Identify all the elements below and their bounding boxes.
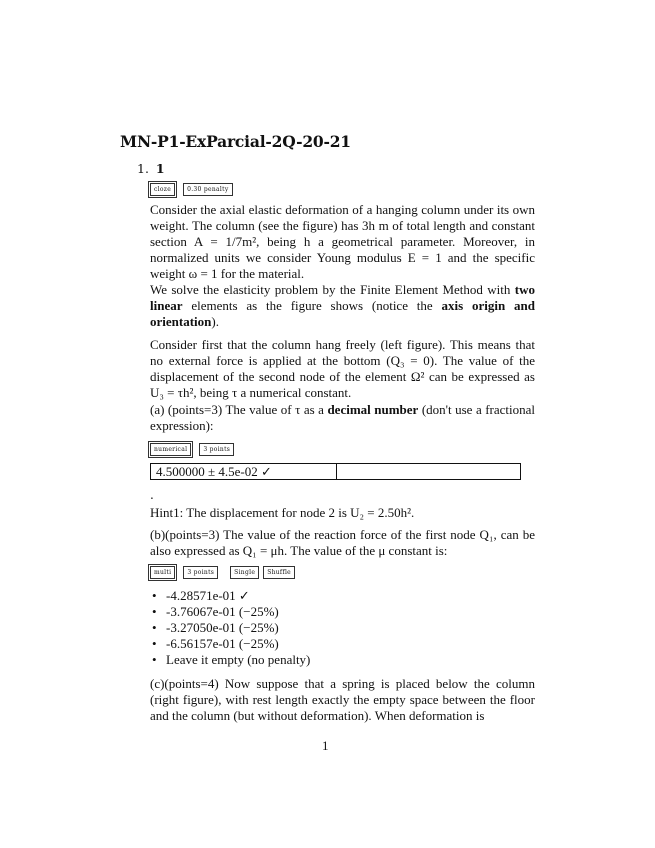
paragraph-method-bold-2: axis origin and orientation [150, 298, 535, 329]
question-number [137, 161, 165, 176]
tag-shuffle: Shuffle [263, 566, 295, 579]
document-title: MN-P1-ExParcial-2Q-20-21 [120, 132, 351, 151]
paragraph-method [150, 282, 535, 330]
option-item: • -3.27050e-01 (−25%) [150, 620, 310, 636]
tag-multi: multi [150, 566, 175, 579]
tag-points-b: 3 points [183, 566, 218, 579]
answer-empty-cell [337, 464, 520, 479]
paragraph-part-c: (c)(points=4) Now suppose that a spring is placed below the column (right figure), with rest length exactly the empty space between the floor and the column (but without deformation). When deformation is [150, 676, 535, 723]
part-a-bold: decimal number [327, 402, 419, 417]
part-a-tags [150, 443, 242, 456]
question-tags [150, 183, 241, 196]
answer-cell: 4.500000 ± 4.5e-02 ✓ [151, 464, 337, 479]
tag-penalty: 0.30 penalty [183, 183, 232, 196]
tag-numerical: numerical [150, 443, 191, 456]
option-list [150, 588, 310, 668]
option-item: • Leave it empty (no penalty) [150, 652, 310, 668]
paragraph-method-text-1: We solve the elasticity problem by the Finite Element Method with [150, 282, 515, 297]
option-item: • -3.76067e-01 (−25%) [150, 604, 310, 620]
part-a-text-2: (don't use a fractional expression): [150, 402, 536, 433]
hint-1: Hint1: The displacement for node 2 is U₂ = 2.50h². [150, 505, 415, 520]
dot-mark: . [150, 488, 154, 502]
option-item: • -4.28571e-01 ✓ [150, 588, 310, 604]
paragraph-part-a [150, 402, 535, 434]
option-item: • -6.56157e-01 (−25%) [150, 636, 310, 652]
paragraph-part-b: (b)(points=3) The value of the reaction force of the first node Q₁, can be also expressed as Q₁ = μh. The value of the μ constant is: [150, 527, 535, 558]
paragraph-intro: Consider the axial elastic deformation of a hanging column under its own weight. The column (see the figure) has 3h m of total length and constant section A = 1/7m², being h a geometrical parameter. Moreover, in normalized units we consider Young modulus E = 1 and the specific weight ω = 1 for the material. [150, 202, 535, 281]
part-b-tags [150, 566, 303, 579]
answer-table [150, 463, 521, 480]
tag-cloze: cloze [150, 183, 175, 196]
part-a-text-1: (a) (points=3) The value of τ as a [150, 402, 328, 417]
paragraph-method-bold-1: two linear [150, 282, 535, 313]
page-number: 1 [322, 738, 329, 753]
paragraph-free-column: Consider first that the column hang freely (left figure). This means that no external force is applied at the bottom (Q₃ = 0). The value of the displacement of the second node of the element Ω² can be expressed as U₃ = τh², being τ a numerical constant. [150, 337, 535, 400]
tag-single: Single [230, 566, 259, 579]
tag-points-a: 3 points [199, 443, 234, 456]
paragraph-method-text-3: ). [211, 314, 219, 329]
paragraph-method-text-2: elements as the figure shows (notice the [182, 298, 442, 313]
question-number-index: 1. [137, 161, 149, 176]
question-number-label: 1 [155, 161, 165, 176]
